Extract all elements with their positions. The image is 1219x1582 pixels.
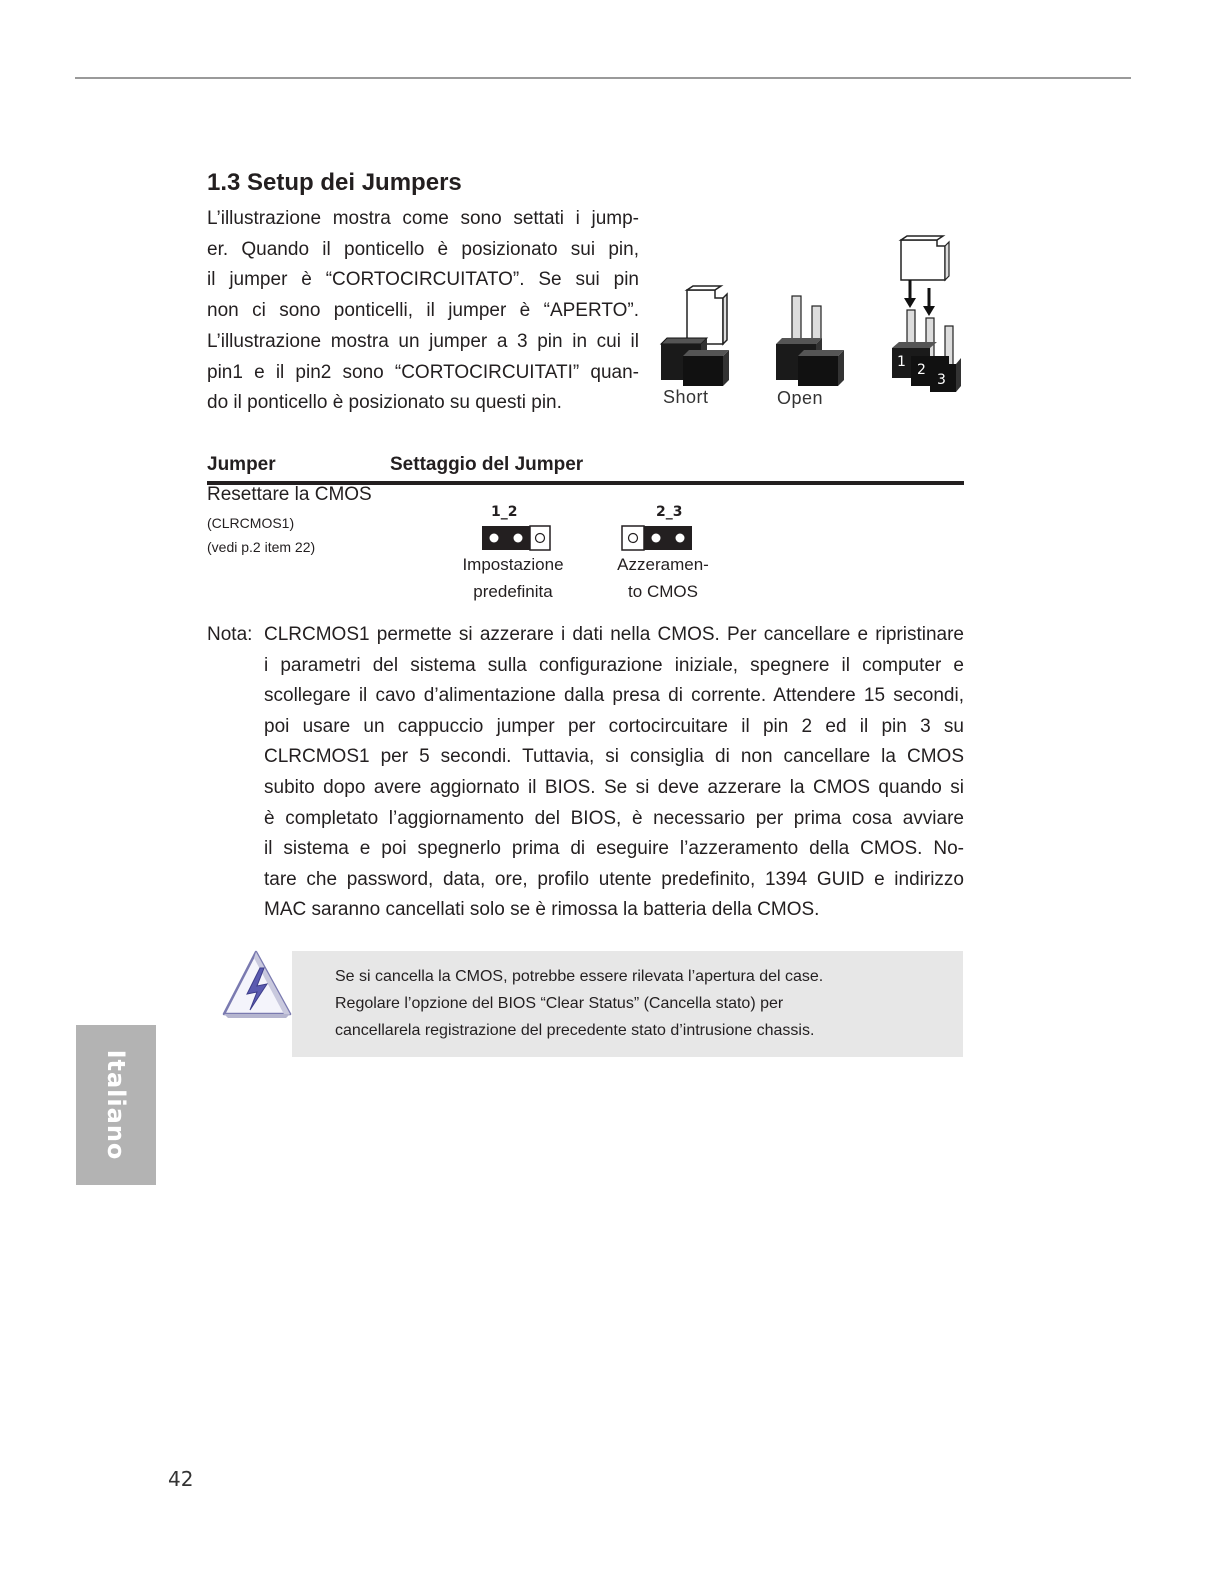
jumper-table-header <box>207 454 964 480</box>
language-side-tab <box>76 1025 156 1185</box>
warning-line: Se si cancella la CMOS, potrebbe essere rilevata l’apertura del case. <box>335 968 824 985</box>
short-jumper-drawing <box>661 286 729 386</box>
option1-caption <box>443 551 583 605</box>
pin-2-label: 2 <box>917 362 926 378</box>
note-line: i parametri del sistema sulla configurazione iniziale, spegnere il computer e <box>264 654 964 676</box>
language-side-tab-label: Italiano <box>102 1049 130 1161</box>
warning-box <box>292 951 963 1057</box>
note-body <box>264 620 964 926</box>
intro-line: L’illustrazione mostra come sono settati i jump- <box>207 208 639 229</box>
note-line: CLRCMOS1 per 5 secondi. Tuttavia, si consiglia di non cancellare la CMOS <box>264 746 964 768</box>
short-label: Short <box>663 387 709 407</box>
note-line: il sistema e poi spegnerlo prima di eseguire l’azzeramento della CMOS. No- <box>264 838 964 860</box>
intro-line: non ci sono ponticelli, il jumper è “APERTO”. <box>207 300 639 322</box>
note-line: scollegare il cavo d’alimentazione dalla presa di corrente. Attendere 15 secondi, <box>264 685 964 707</box>
jumper-figure-svg <box>655 232 975 412</box>
option1-pin-diagram <box>481 525 553 551</box>
jumper-reference: (vedi p.2 item 22) <box>207 539 316 555</box>
note-line: MAC saranno cancellati solo se è rimossa la batteria della CMOS. <box>264 899 820 921</box>
note-line: tare che password, data, ore, profilo utente predefinito, 1394 GUID e indirizzo <box>264 868 964 890</box>
option2-caption <box>593 551 733 605</box>
warning-line: cancellarela registrazione del precedente stato d’intrusione chassis. <box>335 1022 815 1039</box>
intro-line: er. Quando il ponticello è posizionato sui pin, <box>207 238 639 260</box>
open-jumper-drawing <box>776 296 844 386</box>
note-line: poi usare un cappuccio jumper per cortocircuitare il pin 2 ed il pin 3 su <box>264 715 964 737</box>
option1-pins-label: 1_2 <box>491 504 518 520</box>
header-rule <box>75 77 1131 79</box>
note-prefix: Nota: <box>207 624 253 645</box>
note-line: subito dopo avere aggiornato il BIOS. Se si deve azzerare la CMOS quando si <box>264 776 964 798</box>
intro-line: L’illustrazione mostra un jumper a 3 pin in cui il <box>207 330 639 352</box>
pin-3-label: 3 <box>937 372 946 388</box>
column-header-setting: Settaggio del Jumper <box>390 454 584 475</box>
section-title: 1.3 Setup dei Jumpers <box>207 169 462 196</box>
warning-text <box>335 963 823 1044</box>
option2-caption-line1: Azzeramen- <box>617 555 709 574</box>
three-pin-jumper-drawing <box>892 236 961 392</box>
intro-line: pin1 e il pin2 sono “CORTOCIRCUITATI” quan- <box>207 361 639 383</box>
intro-line: il jumper è “CORTOCIRCUITATO”. Se sui pin <box>207 269 639 291</box>
option1-caption-line1: Impostazione <box>462 555 564 574</box>
option2-pin-diagram <box>621 525 693 551</box>
option2-caption-line2: to CMOS <box>628 582 698 601</box>
pin-1-label: 1 <box>897 354 906 370</box>
page-number: 42 <box>168 1467 194 1491</box>
note-line: è completato l’aggiornamento del BIOS, è necessario per prima cosa avviare <box>264 807 964 829</box>
jumper-code: (CLRCMOS1) <box>207 515 295 531</box>
intro-line: do il ponticello è posizionato su questi pin. <box>207 392 562 414</box>
warning-lightning-icon <box>220 948 294 1020</box>
option1-caption-line2: predefinita <box>473 582 553 601</box>
open-label: Open <box>777 388 824 408</box>
column-header-jumper: Jumper <box>207 454 276 475</box>
warning-line: Regolare l’opzione del BIOS “Clear Status” (Cancella stato) per <box>335 995 784 1012</box>
intro-paragraph <box>207 204 639 419</box>
jumper-name: Resettare la CMOS <box>207 484 372 505</box>
option2-pins-label: 2_3 <box>656 504 683 520</box>
jumper-illustration <box>655 232 975 412</box>
note-line: CLRCMOS1 permette si azzerare i dati nella CMOS. Per cancellare e ripristinare <box>264 624 964 645</box>
